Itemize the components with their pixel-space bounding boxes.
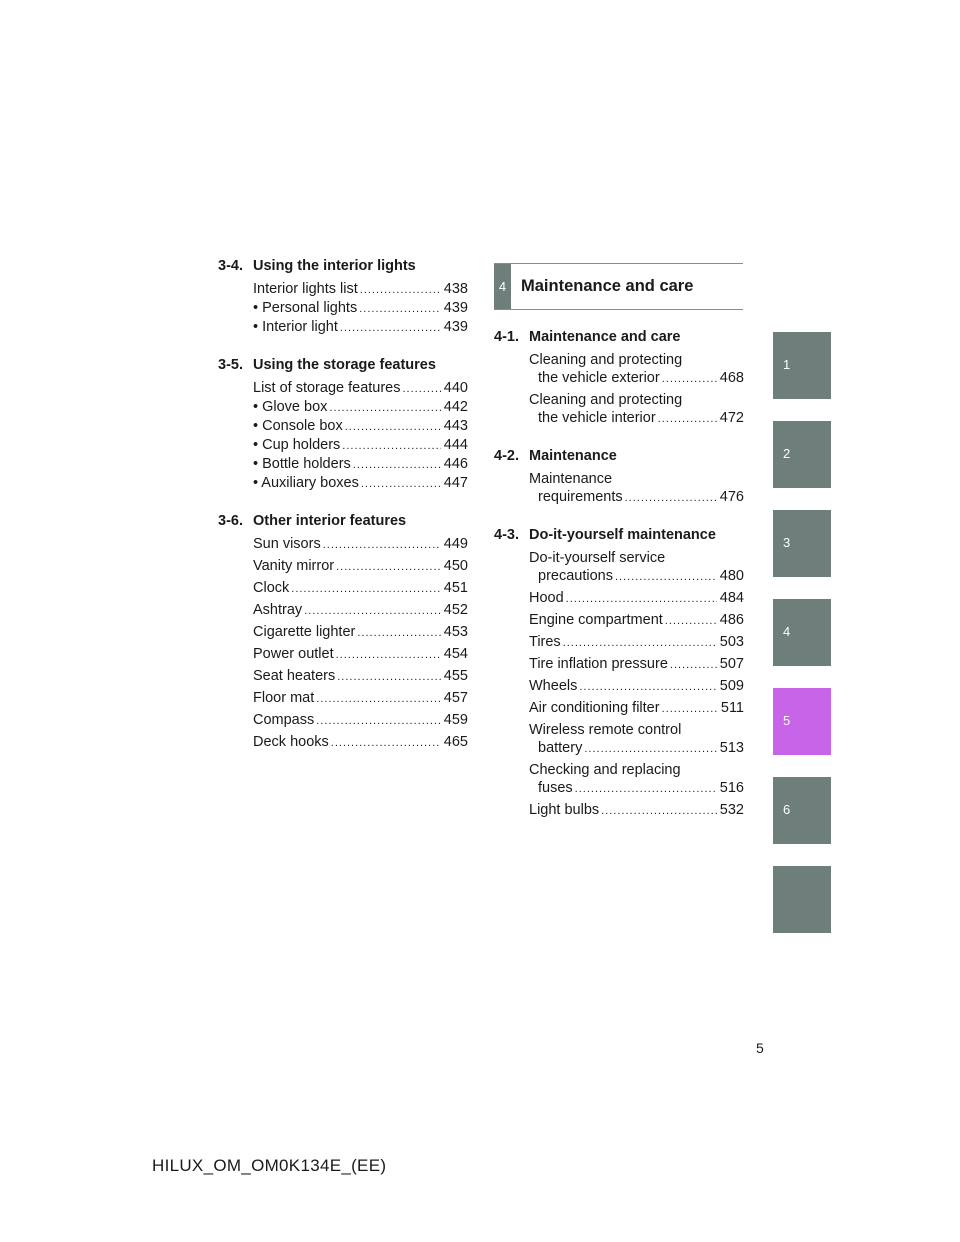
toc-entry[interactable]: • Interior light ..... 439 bbox=[253, 318, 468, 337]
toc-entry[interactable]: Power outlet ..... 454 bbox=[253, 645, 468, 664]
chapter-tab-6[interactable]: 6 bbox=[773, 777, 831, 844]
toc-entry[interactable]: Engine compartment ..... 486 bbox=[529, 611, 744, 630]
toc-entry[interactable]: Interior lights list ..... 438 bbox=[253, 280, 468, 299]
toc-entry[interactable]: • Personal lights ..... 439 bbox=[253, 299, 468, 318]
page-number: 5 bbox=[756, 1040, 764, 1056]
chapter-header bbox=[494, 263, 743, 310]
toc-entry[interactable]: Compass ..... 459 bbox=[253, 711, 468, 730]
toc-section-4-2 bbox=[494, 447, 744, 507]
toc-entry[interactable]: Deck hooks ..... 465 bbox=[253, 733, 468, 752]
toc-entry[interactable]: Ashtray ..... 452 bbox=[253, 601, 468, 620]
toc-entry[interactable]: Clock ..... 451 bbox=[253, 579, 468, 598]
toc-entry[interactable]: • Console box ..... 443 bbox=[253, 417, 468, 436]
toc-entry[interactable]: Tires ..... 503 bbox=[529, 633, 744, 652]
toc-entry[interactable]: Cigarette lighter ..... 453 bbox=[253, 623, 468, 642]
chapter-number-box: 4 bbox=[494, 264, 511, 309]
toc-entry[interactable]: • Cup holders ..... 444 bbox=[253, 436, 468, 455]
section-number: 4-1. bbox=[494, 329, 519, 345]
toc-section-3-4 bbox=[218, 257, 468, 337]
toc-entry[interactable]: Floor mat ..... 457 bbox=[253, 689, 468, 708]
toc-entry[interactable]: Seat heaters ..... 455 bbox=[253, 667, 468, 686]
toc-entry[interactable]: • Glove box ..... 442 bbox=[253, 398, 468, 417]
section-number: 3-6. bbox=[218, 513, 243, 529]
toc-section-4-3 bbox=[494, 526, 744, 820]
section-title: Maintenance and care bbox=[529, 329, 681, 345]
section-number: 4-2. bbox=[494, 448, 519, 464]
chapter-tab-2[interactable]: 2 bbox=[773, 421, 831, 488]
section-title: Do-it-yourself maintenance bbox=[529, 527, 716, 543]
toc-entry[interactable]: Light bulbs ..... 532 bbox=[529, 801, 744, 820]
toc-entry[interactable]: Maintenance requirements ..... 476 bbox=[529, 470, 744, 507]
toc-entry[interactable]: Sun visors ..... 449 bbox=[253, 535, 468, 554]
toc-entry[interactable]: • Auxiliary boxes ..... 447 bbox=[253, 474, 468, 493]
section-number: 3-4. bbox=[218, 258, 243, 274]
chapter-title: Maintenance and care bbox=[521, 277, 694, 295]
section-number: 3-5. bbox=[218, 357, 243, 373]
section-title: Using the storage features bbox=[253, 357, 436, 373]
section-title: Maintenance bbox=[529, 448, 617, 464]
toc-entry[interactable]: Do-it-yourself service precautions ..... 480 bbox=[529, 549, 744, 586]
section-number: 4-3. bbox=[494, 527, 519, 543]
section-title: Other interior features bbox=[253, 513, 407, 529]
section-title: Using the interior lights bbox=[253, 258, 416, 274]
chapter-tab-5[interactable]: 5 bbox=[773, 688, 831, 755]
toc-entry[interactable]: Tire inflation pressure ..... 507 bbox=[529, 655, 744, 674]
toc-left-column bbox=[218, 257, 468, 752]
toc-right-column bbox=[494, 328, 744, 820]
toc-entry[interactable]: Hood ..... 484 bbox=[529, 589, 744, 608]
toc-entry[interactable]: Wheels ..... 509 bbox=[529, 677, 744, 696]
toc-section-3-6 bbox=[218, 512, 468, 752]
toc-section-4-1 bbox=[494, 328, 744, 428]
toc-entry[interactable]: • Bottle holders ..... 446 bbox=[253, 455, 468, 474]
toc-entry[interactable]: Cleaning and protecting the vehicle interior ..... 472 bbox=[529, 391, 744, 428]
chapter-tab-3[interactable]: 3 bbox=[773, 510, 831, 577]
chapter-tab-1[interactable]: 1 bbox=[773, 332, 831, 399]
document-code: HILUX_OM_OM0K134E_(EE) bbox=[152, 1156, 387, 1175]
toc-entry[interactable]: Wireless remote control battery ..... 513 bbox=[529, 721, 744, 758]
toc-entry[interactable]: List of storage features ..... 440 bbox=[253, 379, 468, 398]
toc-entry[interactable]: Checking and replacing fuses ..... 516 bbox=[529, 761, 744, 798]
toc-entry[interactable]: Cleaning and protecting the vehicle exterior ..... 468 bbox=[529, 351, 744, 388]
chapter-tab-4[interactable]: 4 bbox=[773, 599, 831, 666]
toc-entry[interactable]: Vanity mirror ..... 450 bbox=[253, 557, 468, 576]
toc-entry[interactable]: Air conditioning filter ..... 511 bbox=[529, 699, 744, 718]
chapter-tab-index[interactable] bbox=[773, 866, 831, 933]
toc-section-3-5 bbox=[218, 356, 468, 493]
